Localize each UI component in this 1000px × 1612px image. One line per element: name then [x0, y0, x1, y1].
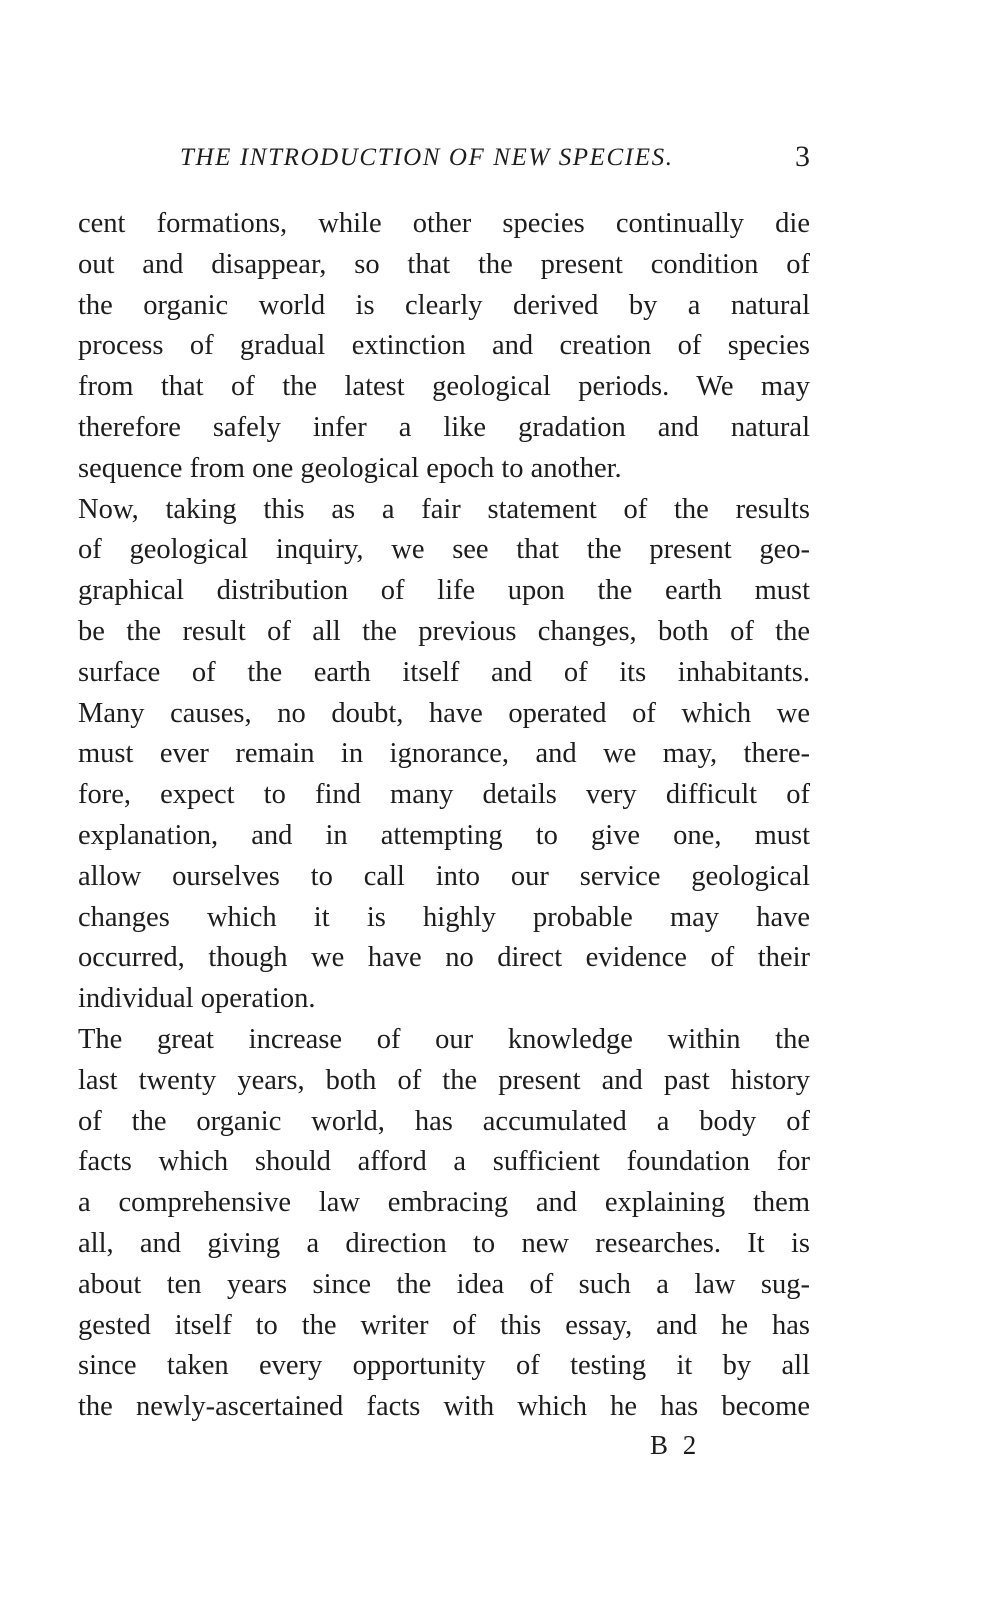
text-line: process of gradual extinction and creation of species	[78, 330, 810, 362]
text-line: graphical distribution of life upon the earth must	[78, 575, 810, 607]
text-line: facts which should afford a sufficient foundation for	[78, 1146, 810, 1178]
text-line: of geological inquiry, we see that the present geo-	[78, 534, 810, 566]
text-line: from that of the latest geological periods. We may	[78, 371, 810, 403]
page-number: 3	[795, 140, 810, 173]
text-line: Many causes, no doubt, have operated of which we	[78, 697, 810, 729]
text-line: Now, taking this as a fair statement of the results	[78, 493, 810, 525]
text-line: be the result of all the previous changes, both of the	[78, 615, 810, 647]
text-line: occurred, though we have no direct evidence of their	[78, 942, 810, 974]
text-line: individual operation.	[78, 983, 316, 1015]
text-line: The great increase of our knowledge within the	[78, 1023, 810, 1055]
text-line: allow ourselves to call into our service geological	[78, 860, 810, 892]
text-line: changes which it is highly probable may have	[78, 901, 810, 933]
text-line: fore, expect to find many details very difficult of	[78, 779, 810, 811]
text-line: the newly-ascertained facts with which he has become	[78, 1391, 810, 1423]
text-line: surface of the earth itself and of its inhabitants.	[78, 656, 810, 688]
text-line: all, and giving a direction to new researches. It is	[78, 1227, 810, 1259]
running-title: THE INTRODUCTION OF NEW SPECIES.	[180, 144, 674, 171]
text-line: of the organic world, has accumulated a body of	[78, 1105, 810, 1137]
text-line: cent formations, while other species continually die	[78, 208, 810, 239]
text-line: about ten years since the idea of such a law sug-	[78, 1268, 810, 1300]
page-header	[180, 140, 810, 184]
text-line: since taken every opportunity of testing it by all	[78, 1350, 810, 1382]
signature-mark: B 2	[650, 1430, 701, 1460]
text-line: must ever remain in ignorance, and we may, there-	[78, 738, 810, 770]
text-line: the organic world is clearly derived by a natural	[78, 289, 810, 321]
text-line: gested itself to the writer of this essay, and he has	[78, 1309, 810, 1341]
text-line: sequence from one geological epoch to another.	[78, 452, 622, 484]
text-line: a comprehensive law embracing and explaining them	[78, 1187, 810, 1219]
text-line: out and disappear, so that the present condition of	[78, 248, 810, 280]
body-text	[78, 204, 810, 1428]
text-line: therefore safely infer a like gradation and natural	[78, 411, 810, 443]
text-line: explanation, and in attempting to give one, must	[78, 819, 810, 851]
text-line: last twenty years, both of the present and past history	[78, 1064, 810, 1096]
